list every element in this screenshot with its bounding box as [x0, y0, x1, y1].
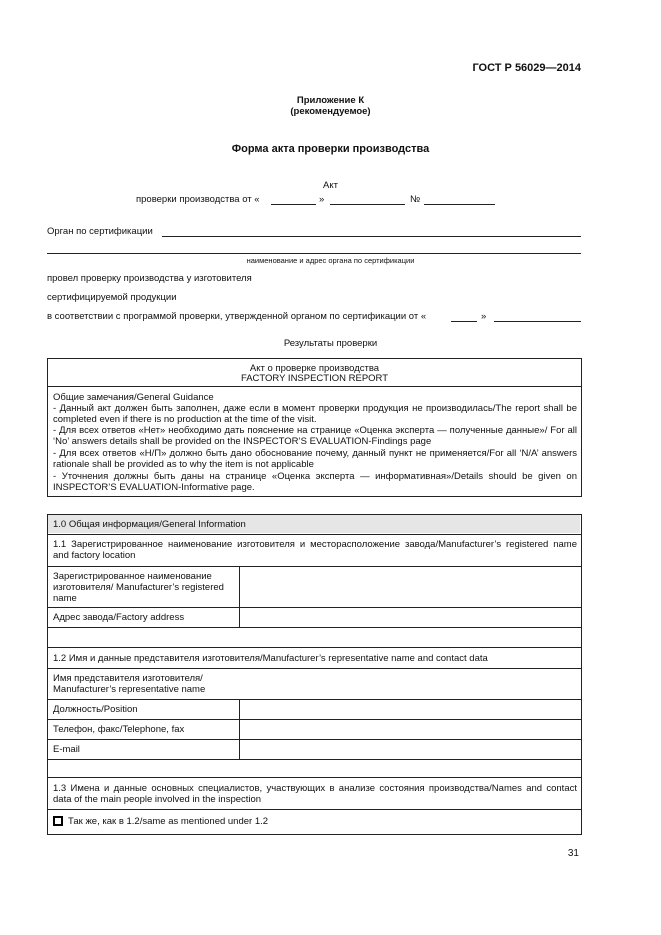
guidance-item-1: - Данный акт должен быть заполнен, даже если в момент проверки продукция не производилась/The report shall be completed even if there is no production at the time of the visit.	[53, 403, 577, 425]
cert-body-caption: наименование и адрес органа по сертификации	[246, 256, 415, 265]
act-day-field[interactable]	[271, 204, 316, 205]
col-divider	[239, 566, 240, 627]
row-divider	[47, 627, 582, 628]
guidance-item-3: - Для всех ответов «Н/П» должно быть дано обоснование почему, данный пункт не применяется/For all ‘N/A’ answers rationale shall be provided as to why the item is not applicable	[53, 448, 577, 470]
guidance-item-2: - Для всех ответов «Нет» необходимо дать пояснение на странице «Оценка эксперта — полученные данные»/ For all ‘No’ answers details shall be provided on the INSPECTOR’S EVALUATION-Findings page	[53, 425, 577, 447]
row-divider	[47, 777, 582, 778]
reg-name-label: Зарегистрированное наименование изготовителя/ Manufacturer’s registered name	[53, 571, 224, 604]
row-divider	[47, 759, 582, 760]
product-line: сертифицируемой продукции	[47, 292, 177, 303]
position-label: Должность/Position	[53, 704, 138, 715]
section-title: 1.0 Общая информация/General Information	[53, 519, 246, 530]
factory-address-label: Адрес завода/Factory address	[53, 612, 185, 623]
section-title-row	[48, 515, 580, 533]
act-close-quote: »	[319, 194, 325, 205]
report-title-en: FACTORY INSPECTION REPORT	[240, 373, 389, 384]
results-heading: Результаты проверки	[283, 338, 378, 349]
same-as-label: Так же, как в 1.2/same as mentioned under 1.2	[68, 816, 269, 827]
section-1-3: 1.3 Имена и данные основных специалистов, участвующих в анализе состояния производства/Names and contact data of the main people involved in the inspection	[53, 783, 577, 805]
email-label: E-mail	[53, 744, 80, 755]
col-divider	[239, 699, 240, 759]
form-title: Форма акта проверки производства	[231, 143, 430, 155]
inspection-line: провел проверку производства у изготовителя	[47, 273, 252, 284]
act-month-year-field[interactable]	[330, 204, 405, 205]
row-divider	[47, 647, 582, 648]
rep-name-label: Имя представителя изготовителя/ Manufacturer’s representative name	[53, 673, 206, 695]
reg-name-value[interactable]	[240, 567, 581, 607]
guidance-item-4: - Уточнения должны быть даны на странице «Оценка эксперта — информативная»/Details should be given on INSPECTOR’S EVALUATION-Informative page.	[53, 471, 577, 493]
appendix-title: Приложение К	[296, 95, 365, 106]
cert-body-field-2[interactable]	[47, 253, 581, 254]
program-day-field[interactable]	[451, 321, 477, 322]
row-divider	[47, 534, 582, 535]
cert-body-label: Орган по сертификации	[47, 226, 153, 237]
section-1-1: 1.1 Зарегистрированное наименование изготовителя и месторасположение завода/Manufacturer’s registered name and factory location	[53, 539, 577, 561]
report-divider	[47, 386, 582, 387]
position-value[interactable]	[240, 700, 581, 719]
guidance-title: Общие замечания/General Guidance	[53, 392, 214, 403]
section-1-2: 1.2 Имя и данные представителя изготовителя/Manufacturer’s representative name and contact data	[53, 653, 488, 664]
act-line-text: проверки производства от «	[136, 194, 260, 205]
cert-body-field[interactable]	[162, 236, 581, 237]
program-close-quote: »	[481, 311, 487, 322]
row-divider	[47, 809, 582, 810]
standard-number: ГОСТ Р 56029—2014	[472, 62, 581, 74]
same-as-checkbox[interactable]	[53, 816, 63, 826]
phone-label: Телефон, факс/Telephone, fax	[53, 724, 185, 735]
report-title-ru: Акт о проверке производства	[249, 363, 380, 374]
factory-address-value[interactable]	[240, 608, 581, 627]
page-number: 31	[567, 848, 579, 859]
act-word: Акт	[323, 180, 338, 191]
act-number-sign: №	[410, 194, 421, 205]
appendix-subtitle: (рекомендуемое)	[290, 106, 371, 117]
program-date-field[interactable]	[494, 321, 581, 322]
rep-name-value[interactable]	[240, 669, 581, 699]
email-value[interactable]	[240, 740, 581, 759]
program-line: в соответствии с программой проверки, утвержденной органом по сертификации от «	[47, 311, 427, 322]
phone-value[interactable]	[240, 720, 581, 739]
act-number-field[interactable]	[424, 204, 495, 205]
